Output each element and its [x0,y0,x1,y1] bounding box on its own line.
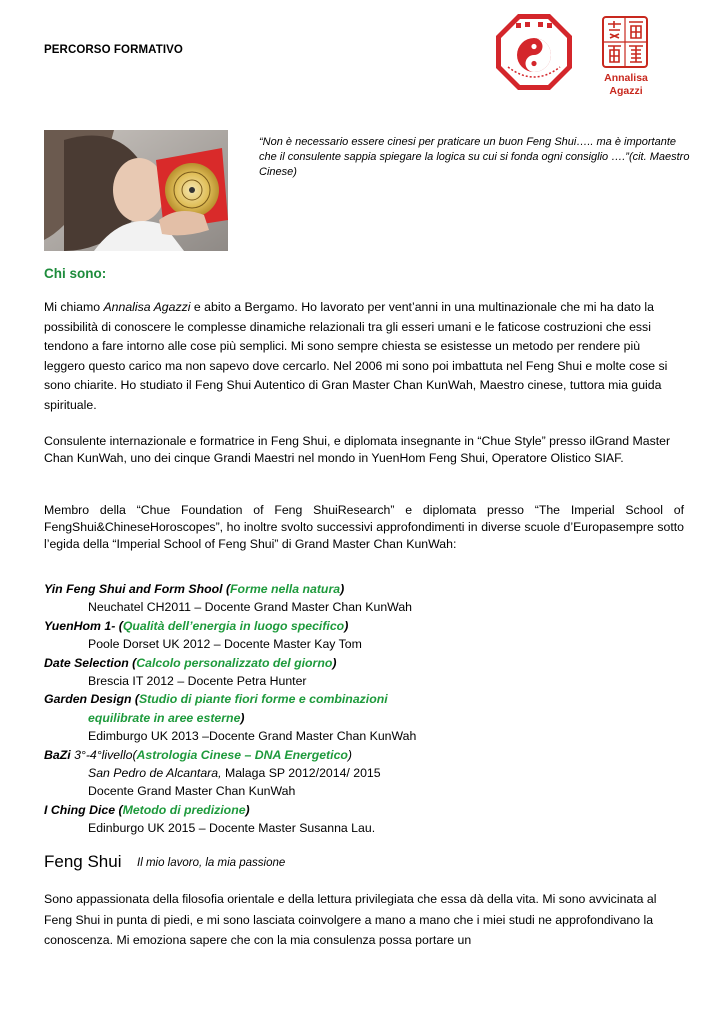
course-detail: Neuchatel CH2011 – Docente Grand Master Chan KunWah [88,600,412,615]
course-title-row: BaZi 3°-4°livello(Astrologia Cinese – DNA Energetico) [44,747,353,762]
about-paragraph-1: Mi chiamo Annalisa Agazzi e abito a Bergamo. Ho lavorato per vent’anni in una multinazionale che mi ha dato la possibilità di conoscere le complesse dinamiche relazionali tra gli esseri umani e le faticose costruzioni che essi tendono a fare intorno alle cose più semplici. Mi sono sempre chiesta se esistesse un metodo per rendere più leggero questo carico ma non sapevo dove cercarlo. Nel 2006 mi sono poi imbattuta nel Feng Shui e molte cose si sono chiarite. Ho studiato il Feng Shui Autentico di Gran Master Chan KunWah, Maestro cinese, tuttora mia guida spirituale. [44,300,668,412]
feng-shui-subtitle: Il mio lavoro, la mia passione [137,857,286,869]
quote: “Non è necessario essere cinesi per praticare un buon Feng Shui….. ma è importante che il consulente sappia spiegare la logica su cui si fonda ogni consiglio ….”(cit. Maestro Cinese) [259,136,690,178]
feng-shui-title: Feng Shui [44,852,122,871]
about-paragraph-2: Consulente internazionale e formatrice in Feng Shui, e diplomata insegnante in “Chue Style” presso ilGrand Master Chan KunWah, uno dei cinque Grandi Maestri nel mondo in YuenHom Feng Shui, Operatore Olistico SIAF. [44,434,671,465]
course-detail: Edimburgo UK 2013 –Docente Grand Master Chan KunWah [88,729,417,744]
course-detail: Brescia IT 2012 – Docente Petra Hunter [88,674,307,689]
red-chinese-seal-icon [602,16,648,68]
seal-name: Annalisa Agazzi [604,72,648,97]
course-title-row: Garden Design (Studio di piante fiori forme e combinazioni [44,692,388,707]
course-detail: Poole Dorset UK 2012 – Docente Master Kay Tom [88,637,362,652]
course-title-row: Yin Feng Shui and Form Shool (Forme nella natura) [44,582,345,596]
course-detail: San Pedro de Alcantara, Malaga SP 2012/2014/ 2015 [88,766,381,781]
author-name: Annalisa Agazzi [103,300,191,314]
feng-shui-paragraph: Sono appassionata della filosofia orientale e della lettura privilegiata che essa dà della vita. Mi sono avvicinata al Feng Shui in punta di piedi, e mi sono lasciata coinvolgere a mano a mano che i miei studi ne approfondivano la conoscenza. Mi emoziona sapere che con la mia consulenza possa portare un [44,892,657,947]
course-title-row: YuenHom 1- (Qualità dell’energia in luogo specifico) [44,618,349,633]
woman-with-compass-photo [44,130,228,251]
about-title: Chi sono: [44,266,107,281]
page-title: PERCORSO FORMATIVO [44,44,183,56]
course-detail: Edinburgo UK 2015 – Docente Master Susanna Lau. [88,821,376,836]
course-title-row: I Ching Dice (Metodo di predizione) [44,802,250,817]
course-title-row: Date Selection (Calcolo personalizzato del giorno) [44,655,337,670]
about-paragraph-3: Membro della “Chue Foundation of Feng ShuiResearch” e diplomata presso “The Imperial School of FengShui&ChineseHoroscopes”, ho inoltre svolto successivi approfondimenti in diverse scuole d’Europasempre sotto l’egida della “Imperial School of Feng Shui” di Grand Master Chan KunWah: [44,503,684,551]
course-list [44,580,684,838]
course-detail: Docente Grand Master Chan KunWah [88,784,296,799]
course-title-continuation: equilibrate in aree esterne) [88,710,245,725]
chue-style-logo-icon [494,12,574,92]
